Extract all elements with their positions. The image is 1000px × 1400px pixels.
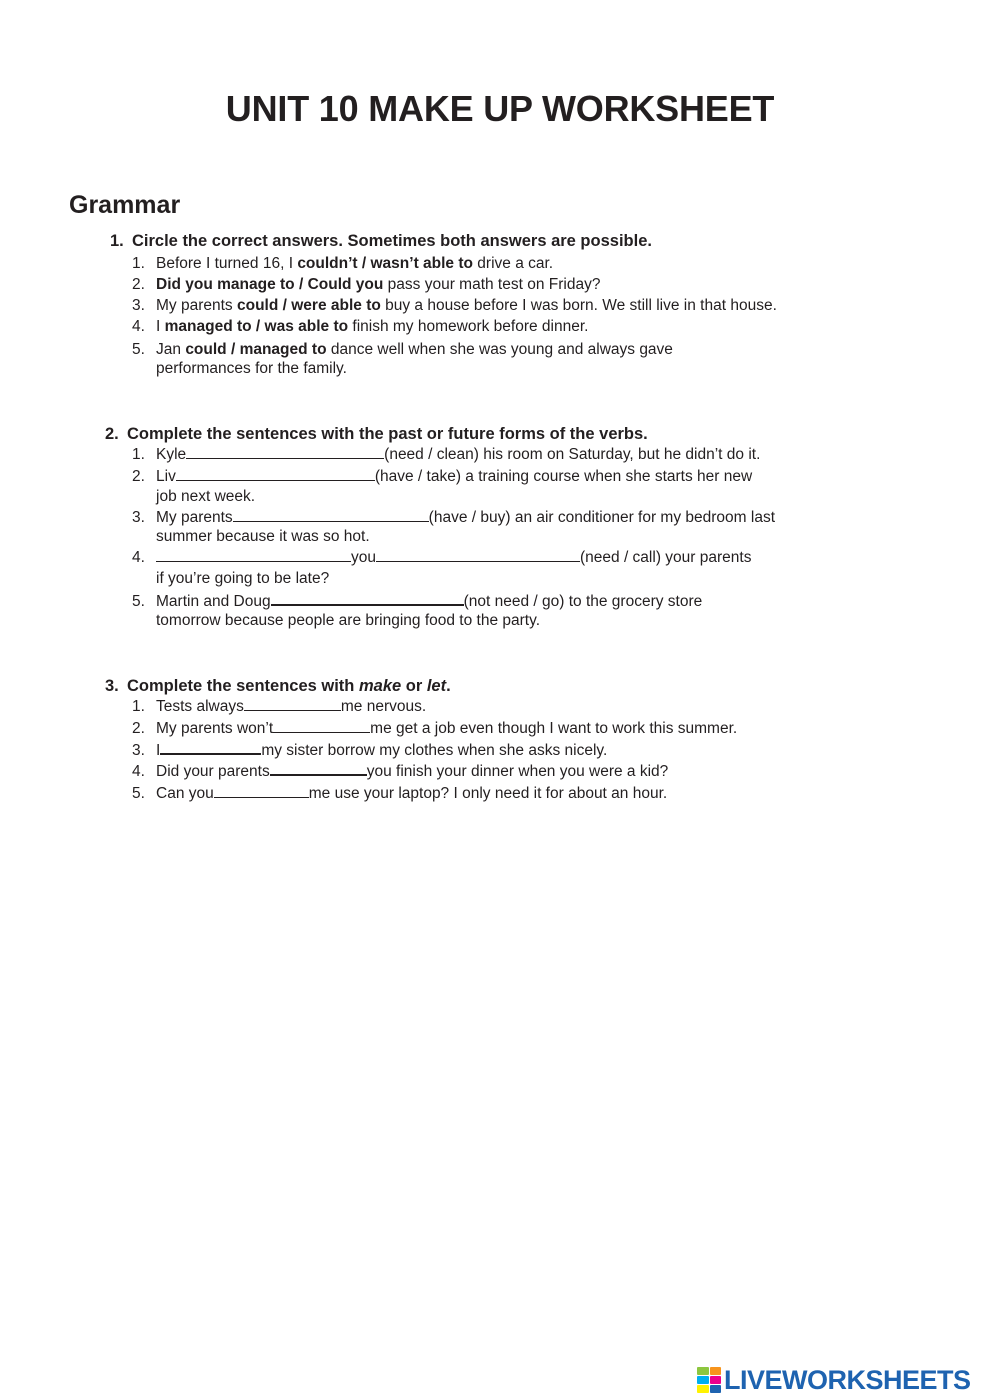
exercise-3-item: 3. I my sister borrow my clothes when she asks nicely. (132, 742, 608, 759)
answer-blank[interactable] (376, 548, 580, 562)
answer-blank[interactable] (186, 445, 384, 459)
exercise-1-item: 5. Jan could / managed to dance well when she was young and always gave (132, 341, 673, 358)
exercise-3-instruction: 3. Complete the sentences with make or let. (105, 677, 451, 695)
exercise-1-item: 1. Before I turned 16, I couldn’t / wasn’t able to drive a car. (132, 255, 554, 272)
exercise-2-item: 5. Martin and Doug (not need / go) to the grocery store (132, 593, 703, 610)
answer-choices[interactable]: managed to / was able to (164, 318, 349, 335)
answer-blank[interactable] (244, 697, 341, 711)
exercise-1-item: 4. I managed to / was able to finish my homework before dinner. (132, 318, 589, 335)
answer-blank[interactable] (156, 548, 351, 562)
exercise-1-item: 3. My parents could / were able to buy a house before I was born. We still live in that house. (132, 297, 777, 314)
exercise-3-item: 5. Can you me use your laptop? I only need it for about an hour. (132, 785, 668, 802)
exercise-2-item-continuation: summer because it was so hot. (156, 528, 370, 545)
exercise-2-item: 4. you (need / call) your parents (132, 549, 752, 566)
answer-blank[interactable] (273, 719, 370, 733)
exercise-1-instruction: 1. Circle the correct answers. Sometimes both answers are possible. (110, 232, 652, 250)
exercise-2-item-continuation: job next week. (156, 488, 256, 505)
answer-blank[interactable] (233, 508, 429, 522)
answer-blank[interactable] (271, 592, 464, 606)
liveworksheets-logo-icon (697, 1367, 721, 1393)
answer-blank[interactable] (270, 762, 367, 776)
answer-choices[interactable]: Did you manage to / Could you (156, 276, 384, 293)
answer-blank[interactable] (176, 467, 375, 481)
liveworksheets-logo[interactable] (697, 1365, 971, 1395)
exercise-3-item: 2. My parents won’t me get a job even though I want to work this summer. (132, 720, 738, 737)
liveworksheets-logo-text: LIVEWORKSHEETS (724, 1364, 971, 1395)
answer-choices[interactable]: couldn’t / wasn’t able to (297, 255, 473, 272)
answer-blank[interactable] (214, 784, 309, 798)
exercise-2-item: 1. Kyle (need / clean) his room on Saturday, but he didn’t do it. (132, 446, 761, 463)
section-heading-grammar: Grammar (69, 191, 181, 219)
exercise-2-item-continuation: if you’re going to be late? (156, 570, 330, 587)
exercise-2-item: 2. Liv (have / take) a training course when she starts her new (132, 468, 753, 485)
exercise-3-item: 4. Did your parents you finish your dinner when you were a kid? (132, 763, 669, 780)
answer-blank[interactable] (160, 741, 261, 755)
exercise-2-instruction: 2. Complete the sentences with the past or future forms of the verbs. (105, 425, 648, 443)
answer-choices[interactable]: could / were able to (236, 297, 381, 314)
answer-choices[interactable]: could / managed to (185, 341, 327, 358)
exercise-1-item-continuation: performances for the family. (156, 360, 347, 377)
exercise-1-item: 2. Did you manage to / Could you pass your math test on Friday? (132, 276, 601, 293)
exercise-3-item: 1. Tests always me nervous. (132, 698, 427, 715)
exercise-2-item: 3. My parents (have / buy) an air conditioner for my bedroom last (132, 509, 775, 526)
exercise-2-item-continuation: tomorrow because people are bringing food to the party. (156, 612, 541, 629)
worksheet-title: UNIT 10 MAKE UP WORKSHEET (225, 88, 775, 129)
